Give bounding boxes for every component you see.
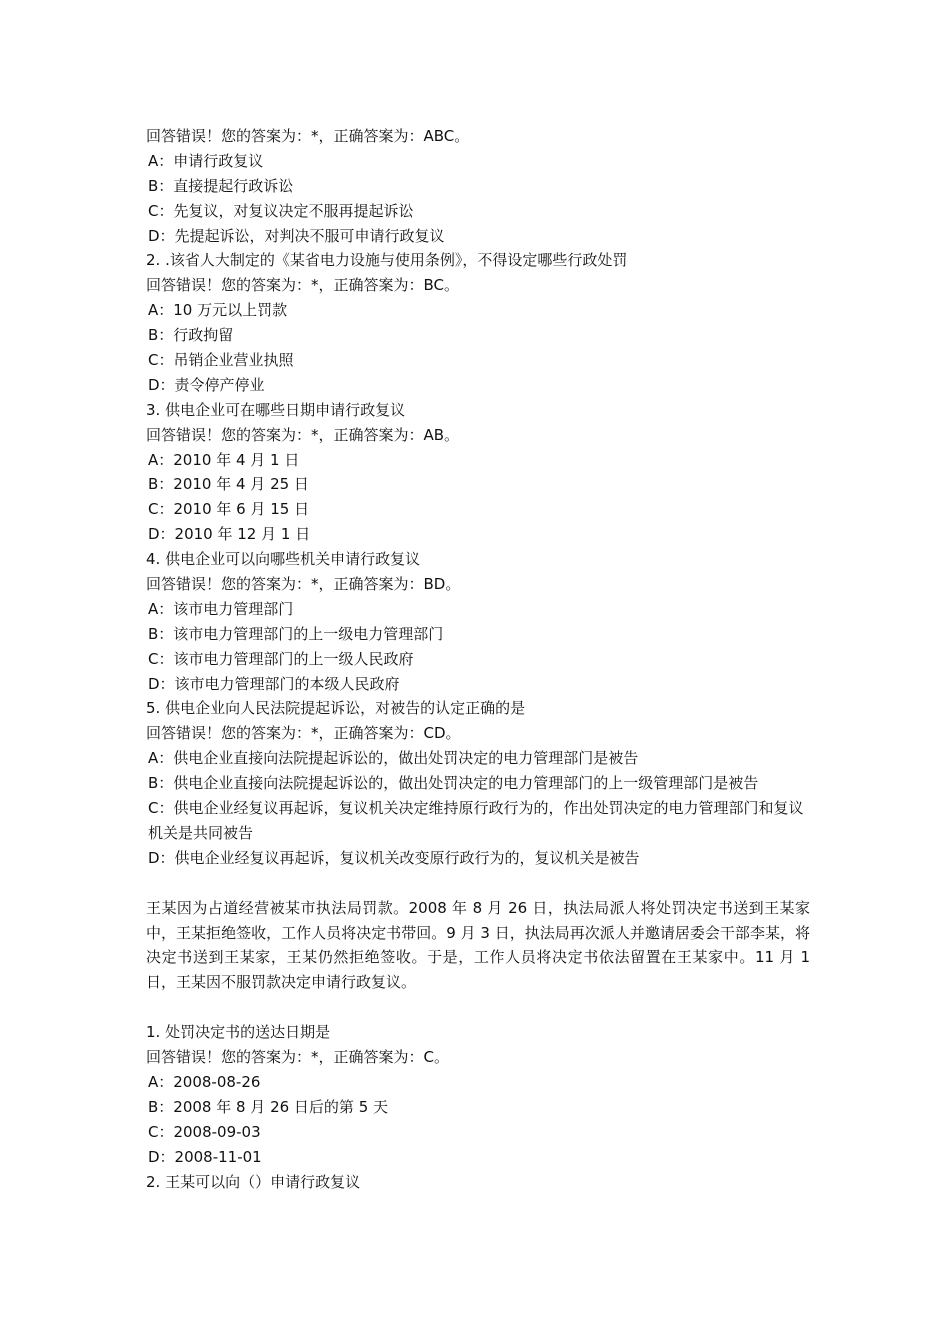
option-d: D：责令停产停业 (148, 375, 265, 394)
document-page (146, 124, 810, 1194)
option-a: A：供电企业直接向法院提起诉讼的，做出处罚决定的电力管理部门是被告 (148, 749, 639, 768)
option-c: C：2010 年 6 月 15 日 (148, 500, 310, 519)
option-d: D：2008-11-01 (148, 1147, 262, 1166)
answer-result: 回答错误！您的答案为：*，正确答案为：CD。 (146, 724, 461, 743)
question-title: 4. 供电企业可以向哪些机关申请行政复议 (146, 550, 421, 569)
question-title: 5. 供电企业向人民法院提起诉讼，对被告的认定正确的是 (146, 699, 526, 718)
answer-result: 回答错误！您的答案为：*，正确答案为：ABC。 (146, 127, 470, 145)
case-paragraph: 王某因为占道经营被某市执法局罚款。2008 年 8 月 26 日，执法局派人将处罚决定书送到王某家中，王某拒绝签收，工作人员将决定书带回。9 月 3 日，执法局再次派人并邀请居委会干部李某，将决定书送到王某家，王某仍然拒绝签收。于是，工作人员将决定书依法留置在王某家中。11 月 1 日，王某因不服罚款决定申请行政复议。 (146, 898, 810, 992)
question-title: 2. 王某可以向（）申请行政复议 (146, 1172, 361, 1191)
option-b: B：直接提起行政诉讼 (148, 176, 294, 195)
option-c: C：供电企业经复议再起诉，复议机关决定维持原行政行为的，作出处罚决定的电力管理部门和复议机关是共同被告 (148, 799, 804, 842)
option-d: D：供电企业经复议再起诉，复议机关改变原行政行为的，复议机关是被告 (148, 848, 640, 867)
blank-line (146, 995, 810, 1020)
option-b: B：2010 年 4 月 25 日 (148, 475, 309, 494)
option-c: C：吊销企业营业执照 (148, 351, 294, 370)
option-c: C：该市电力管理部门的上一级人民政府 (148, 649, 414, 668)
option-d: D：2010 年 12 月 1 日 (148, 525, 311, 544)
question-title: 2. .该省人大制定的《某省电力设施与使用条例》，不得设定哪些行政处罚 (146, 251, 628, 270)
option-b: B：供电企业直接向法院提起诉讼的，做出处罚决定的电力管理部门的上一级管理部门是被告 (148, 774, 759, 793)
option-d: D：该市电力管理部门的本级人民政府 (148, 674, 400, 693)
option-c: C：先复议，对复议决定不服再提起诉讼 (148, 201, 414, 220)
answer-result: 回答错误！您的答案为：*，正确答案为：BD。 (146, 575, 461, 594)
question-title: 3. 供电企业可在哪些日期申请行政复议 (146, 400, 406, 419)
option-a: A：2008-08-26 (148, 1072, 261, 1091)
blank-line (146, 871, 810, 896)
answer-result: 回答错误！您的答案为：*，正确答案为：BC。 (146, 276, 460, 295)
question-title: 1. 处罚决定书的送达日期是 (146, 1023, 331, 1042)
option-a: A：申请行政复议 (148, 151, 264, 170)
option-a: A：10 万元以上罚款 (148, 301, 288, 320)
option-b: B：2008 年 8 月 26 日后的第 5 天 (148, 1097, 389, 1116)
option-b: B：行政拘留 (148, 326, 234, 345)
option-b: B：该市电力管理部门的上一级电力管理部门 (148, 624, 444, 643)
answer-result: 回答错误！您的答案为：*，正确答案为：C。 (146, 1048, 449, 1067)
option-c: C：2008-09-03 (148, 1122, 261, 1141)
answer-result: 回答错误！您的答案为：*，正确答案为：AB。 (146, 425, 460, 444)
option-a: A：2010 年 4 月 1 日 (148, 450, 300, 469)
option-a: A：该市电力管理部门 (148, 599, 294, 618)
option-d: D：先提起诉讼，对判决不服可申请行政复议 (148, 226, 445, 245)
